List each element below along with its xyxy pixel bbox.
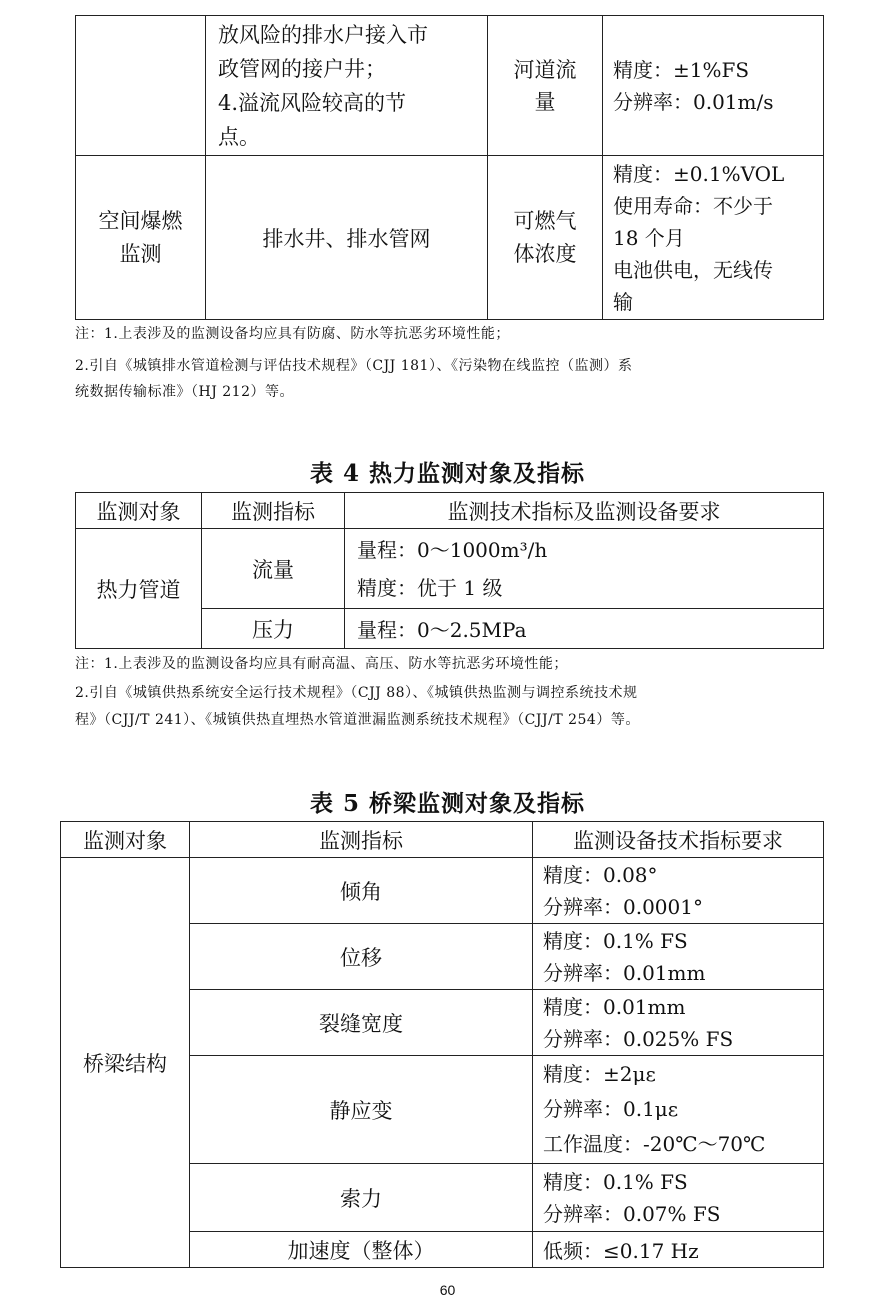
- monitoring-indicator-cell: 位移: [190, 924, 533, 990]
- monitoring-requirement-cell: [533, 1056, 824, 1164]
- monitoring-indicator-cell: 加速度（整体）: [190, 1232, 533, 1268]
- table-row: [76, 16, 824, 156]
- table-3-note: 2.引自《城镇排水管道检测与评估技术规程》（CJJ 181）、《污染物在线监控（监测）系: [75, 358, 633, 374]
- table-4-note: 2.引自《城镇供热系统安全运行技术规程》（CJJ 88）、《城镇供热监测与调控系统技术规: [75, 685, 638, 701]
- table-header-row: [76, 493, 824, 529]
- table-4-note: 注：1.上表涉及的监测设备均应具有耐高温、高压、防水等抗恶劣环境性能；: [75, 656, 568, 672]
- table-3-note: 统数据传输标准》（HJ 212）等。: [75, 384, 294, 400]
- monitoring-object-cell: [76, 16, 206, 156]
- monitoring-requirement-cell: [603, 156, 824, 320]
- column-header: 监测对象: [61, 822, 190, 858]
- cell-line: 18 个月: [613, 225, 685, 250]
- cell-line: 精度：±1%FS: [613, 57, 750, 82]
- monitoring-requirement-cell: [533, 1164, 824, 1232]
- table-5: [60, 821, 824, 1268]
- cell-line: 输: [613, 289, 633, 314]
- cell-line: 量: [534, 89, 556, 114]
- page-number: 60: [439, 1282, 456, 1298]
- monitoring-indicator-cell: 静应变: [190, 1056, 533, 1164]
- column-header: 监测指标: [190, 822, 533, 858]
- monitoring-indicator-cell: [488, 16, 603, 156]
- cell-line: 使用寿命：不少于: [613, 193, 773, 218]
- monitoring-requirement-cell: [345, 529, 824, 609]
- cell-line: 分辨率：0.0001°: [543, 894, 703, 919]
- monitoring-indicator-cell: 流量: [202, 529, 345, 609]
- monitoring-object-cell: 桥梁结构: [61, 858, 190, 1268]
- cell-line: 空间爆燃: [98, 208, 183, 233]
- cell-line: 分辨率：0.025% FS: [543, 1026, 734, 1051]
- table-row: [61, 858, 824, 924]
- cell-line: 点。: [218, 124, 260, 149]
- cell-line: 体浓度: [513, 241, 577, 266]
- monitoring-object-cell: [76, 156, 206, 320]
- cell-line: 可燃气: [513, 208, 577, 233]
- monitoring-indicator-cell: [488, 156, 603, 320]
- cell-line: 放风险的排水户接入市: [218, 22, 428, 47]
- table-4: [75, 492, 824, 649]
- cell-line: 精度：0.08°: [543, 862, 658, 887]
- table-4-title: 表 4 热力监测对象及指标: [309, 460, 586, 487]
- cell-line: 分辨率：0.07% FS: [543, 1201, 721, 1226]
- table-header-row: [61, 822, 824, 858]
- cell-line: 监测: [119, 241, 162, 266]
- monitoring-requirement-cell: [533, 924, 824, 990]
- monitoring-requirement-cell: 量程：0～2.5MPa: [345, 609, 824, 649]
- monitoring-location-cell: 排水井、排水管网: [206, 156, 488, 320]
- monitoring-object-cell: 热力管道: [76, 529, 202, 649]
- column-header: 监测指标: [202, 493, 345, 529]
- cell-line: 精度：±0.1%VOL: [613, 161, 785, 186]
- cell-line: 精度：±2με: [543, 1062, 656, 1086]
- column-header: 监测对象: [76, 493, 202, 529]
- column-header: 监测设备技术指标要求: [533, 822, 824, 858]
- monitoring-indicator-cell: 倾角: [190, 858, 533, 924]
- table-4-note: 程》（CJJ/T 241）、《城镇供热直埋热水管道泄漏监测系统技术规程》（CJJ/T 254）等。: [75, 712, 640, 728]
- monitoring-requirement-cell: [533, 858, 824, 924]
- table-3-note: 注：1.上表涉及的监测设备均应具有防腐、防水等抗恶劣环境性能；: [75, 326, 510, 342]
- cell-line: 精度：优于 1 级: [357, 575, 503, 600]
- table-3-continued: [75, 15, 824, 320]
- cell-line: 分辨率：0.01mm: [543, 960, 706, 985]
- cell-line: 分辨率：0.01m/s: [613, 89, 774, 114]
- column-header: 监测技术指标及监测设备要求: [345, 493, 824, 529]
- cell-line: 分辨率：0.1με: [543, 1097, 679, 1121]
- table-row: [76, 529, 824, 609]
- cell-line: 工作温度：-20℃～70℃: [543, 1132, 766, 1156]
- monitoring-location-cell: [206, 16, 488, 156]
- cell-line: 政管网的接户井；: [218, 56, 386, 81]
- monitoring-requirement-cell: [533, 990, 824, 1056]
- monitoring-indicator-cell: 裂缝宽度: [190, 990, 533, 1056]
- cell-line: 电池供电，无线传: [613, 257, 773, 282]
- cell-line: 量程：0～1000m³/h: [357, 537, 548, 562]
- cell-line: 河道流: [513, 57, 577, 82]
- table-row: [76, 156, 824, 320]
- table-5-title: 表 5 桥梁监测对象及指标: [309, 790, 586, 817]
- cell-line: 精度：0.1% FS: [543, 1169, 688, 1194]
- cell-line: 精度：0.1% FS: [543, 928, 688, 953]
- cell-line: 精度：0.01mm: [543, 994, 686, 1019]
- monitoring-requirement-cell: [603, 16, 824, 156]
- monitoring-requirement-cell: 低频：≤0.17 Hz: [533, 1232, 824, 1268]
- monitoring-indicator-cell: 索力: [190, 1164, 533, 1232]
- monitoring-indicator-cell: 压力: [202, 609, 345, 649]
- cell-line: 4.溢流风险较高的节: [218, 90, 407, 115]
